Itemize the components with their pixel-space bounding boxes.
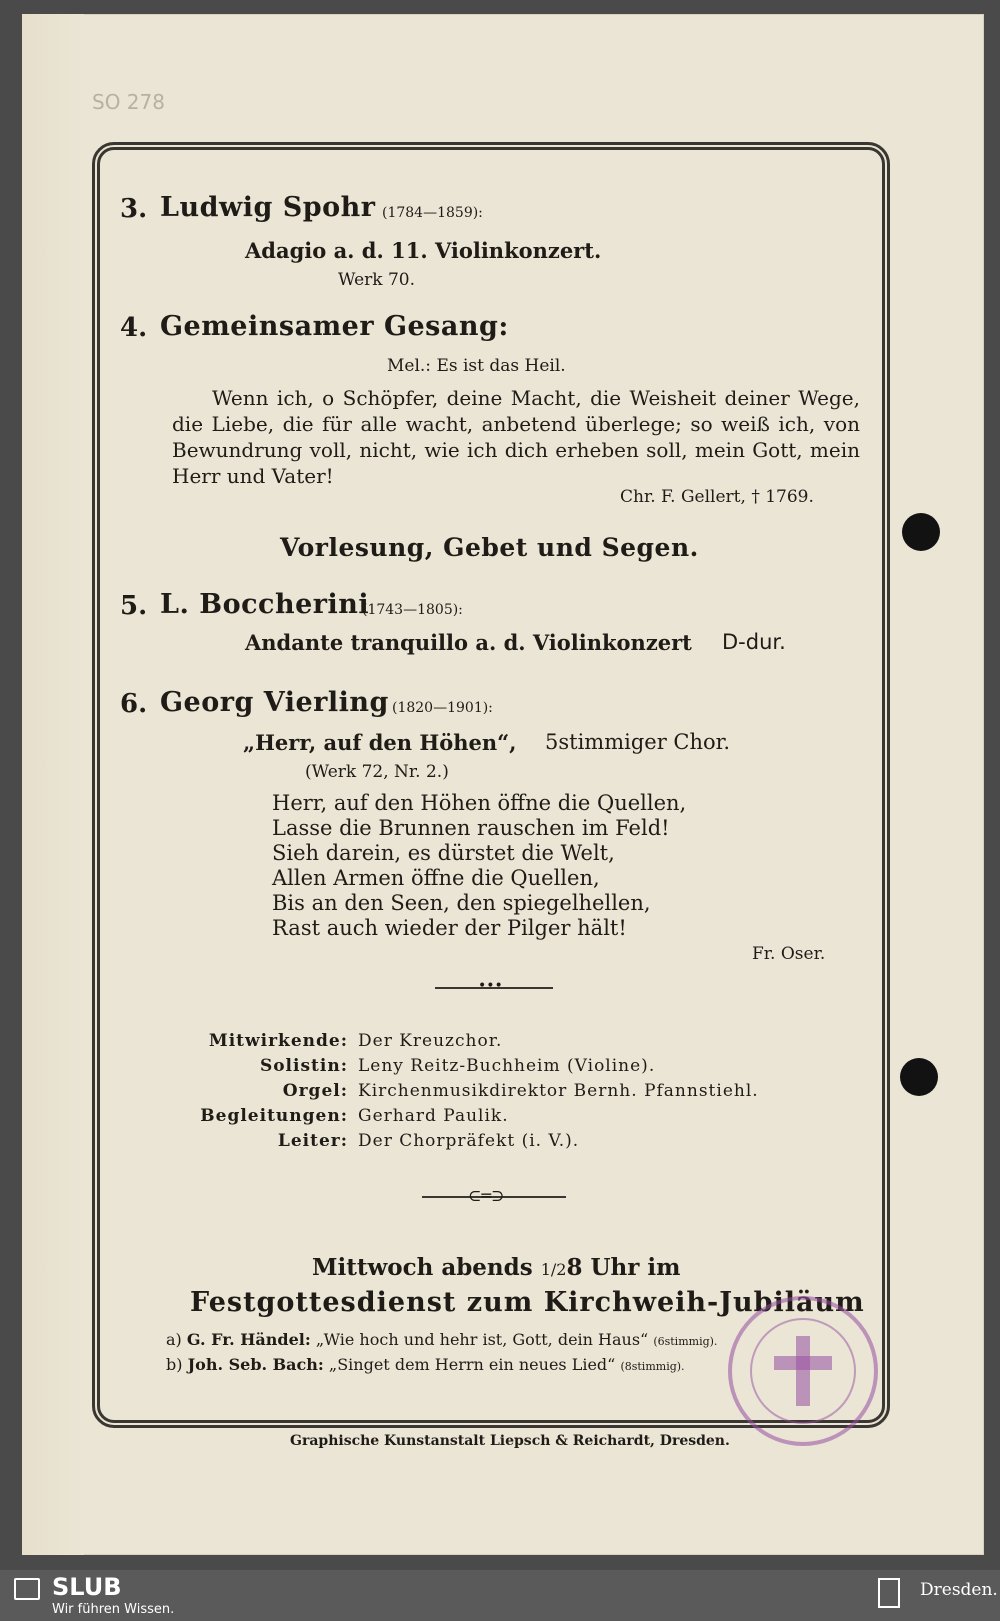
footer-dresden: Dresden. <box>920 1580 998 1600</box>
announcement-b <box>166 1355 685 1374</box>
item4-text: Wenn ich, o Schöpfer, deine Macht, die Weisheit deiner Wege, die Liebe, die für alle wacht, anbetend überlege; so weiß ich, von Bewundrung voll, nicht, wie ich dich erheben soll, mein Gott, mein Herr und Vater! <box>172 386 860 488</box>
slub-footer-bar <box>0 1570 1000 1621</box>
cast-name-3: Kirchenmusikdirektor Bernh. Pfannstiehl. <box>358 1081 759 1101</box>
interlude-heading: Vorlesung, Gebet und Segen. <box>280 533 699 562</box>
item3-dates: (1784—1859): <box>382 205 483 221</box>
item3-number: 3. <box>120 194 148 224</box>
announcement-time-post: 8 Uhr im <box>566 1254 681 1281</box>
item4-melody: Mel.: Es ist das Heil. <box>387 356 566 376</box>
announcement-a-note: (6stimmig). <box>653 1335 718 1348</box>
book-icon <box>14 1578 40 1600</box>
item6-poem-line-6: Rast auch wieder der Pilger hält! <box>272 916 627 940</box>
item6-composer: Georg Vierling <box>160 687 389 718</box>
parish-stamp <box>728 1296 878 1446</box>
item5-composer: L. Boccherini <box>160 589 370 620</box>
item6-poem-line-2: Lasse die Brunnen rauschen im Feld! <box>272 816 670 840</box>
cast-role-5: Leiter: <box>277 1131 348 1151</box>
announcement-b-work: „Singet dem Herrn ein neues Lied“ <box>328 1355 616 1374</box>
divider-dots: ••• <box>478 978 503 994</box>
item6-work-type: 5stimmiger Chor. <box>545 730 731 754</box>
announcement-a <box>166 1330 717 1349</box>
cast-name-4: Gerhard Paulik. <box>358 1106 509 1126</box>
announcement-fraction: 1/2 <box>540 1260 567 1279</box>
announcement-a-composer: G. Fr. Händel: <box>186 1330 311 1349</box>
item3-opus: Werk 70. <box>338 270 416 290</box>
cast-role-3: Orgel: <box>282 1081 348 1101</box>
footer-tagline: Wir führen Wissen. <box>52 1602 175 1617</box>
announcement-b-composer: Joh. Seb. Bach: <box>187 1355 324 1374</box>
printer-credit: Graphische Kunstanstalt Liepsch & Reichardt, Dresden. <box>290 1433 730 1449</box>
punch-hole-bottom <box>900 1058 938 1096</box>
item5-dates: (1743—1805): <box>362 602 463 618</box>
item3-composer: Ludwig Spohr <box>160 192 376 223</box>
announcement-time-pre: Mittwoch abends <box>312 1254 533 1281</box>
announcement-a-prefix: a) <box>166 1330 182 1349</box>
cross-icon <box>732 1300 874 1442</box>
item5-number: 5. <box>120 591 148 621</box>
item6-opus: (Werk 72, Nr. 2.) <box>305 762 449 782</box>
divider-flourish: ⊂═⊃ <box>468 1186 505 1205</box>
item4-author: Chr. F. Gellert, † 1769. <box>620 487 814 507</box>
item6-poem-line-1: Herr, auf den Höhen öffne die Quellen, <box>272 791 687 815</box>
item6-poem-line-5: Bis an den Seen, den spiegelhellen, <box>272 891 651 915</box>
cast-role-1: Mitwirkende: <box>208 1031 348 1051</box>
item5-key: D-dur. <box>722 630 786 654</box>
item4-number: 4. <box>120 313 148 343</box>
announcement-title: Festgottesdienst zum Kirchweih-Jubiläum <box>190 1287 865 1318</box>
coat-of-arms-icon <box>878 1578 900 1608</box>
item5-work: Andante tranquillo a. d. Violinkonzert <box>245 630 692 655</box>
item6-poem-line-4: Allen Armen öffne die Quellen, <box>272 866 600 890</box>
item6-poem-line-3: Sieh darein, es dürstet die Welt, <box>272 841 615 865</box>
announcement-a-work: „Wie hoch und hehr ist, Gott, dein Haus“ <box>315 1330 649 1349</box>
cast-name-1: Der Kreuzchor. <box>358 1031 503 1051</box>
announcement-b-note: (8stimmig). <box>620 1360 685 1373</box>
footer-logo: SLUB <box>52 1573 122 1601</box>
announcement-time <box>312 1254 680 1281</box>
cast-role-2: Solistin: <box>259 1056 348 1076</box>
pencil-mark: SO 278 <box>92 90 165 114</box>
item3-work: Adagio a. d. 11. Violinkonzert. <box>245 238 602 263</box>
item6-dates: (1820—1901): <box>392 700 493 716</box>
cast-role-4: Begleitungen: <box>200 1106 348 1126</box>
punch-hole-top <box>902 513 940 551</box>
item6-number: 6. <box>120 689 148 719</box>
cast-name-2: Leny Reitz-Buchheim (Violine). <box>358 1056 656 1076</box>
item6-work-title: „Herr, auf den Höhen“, <box>243 730 517 755</box>
page-edge <box>22 14 84 1555</box>
cast-name-5: Der Chorpräfekt (i. V.). <box>358 1131 580 1151</box>
item4-title: Gemeinsamer Gesang: <box>160 311 509 342</box>
item6-author: Fr. Oser. <box>752 944 826 964</box>
announcement-b-prefix: b) <box>166 1355 183 1374</box>
